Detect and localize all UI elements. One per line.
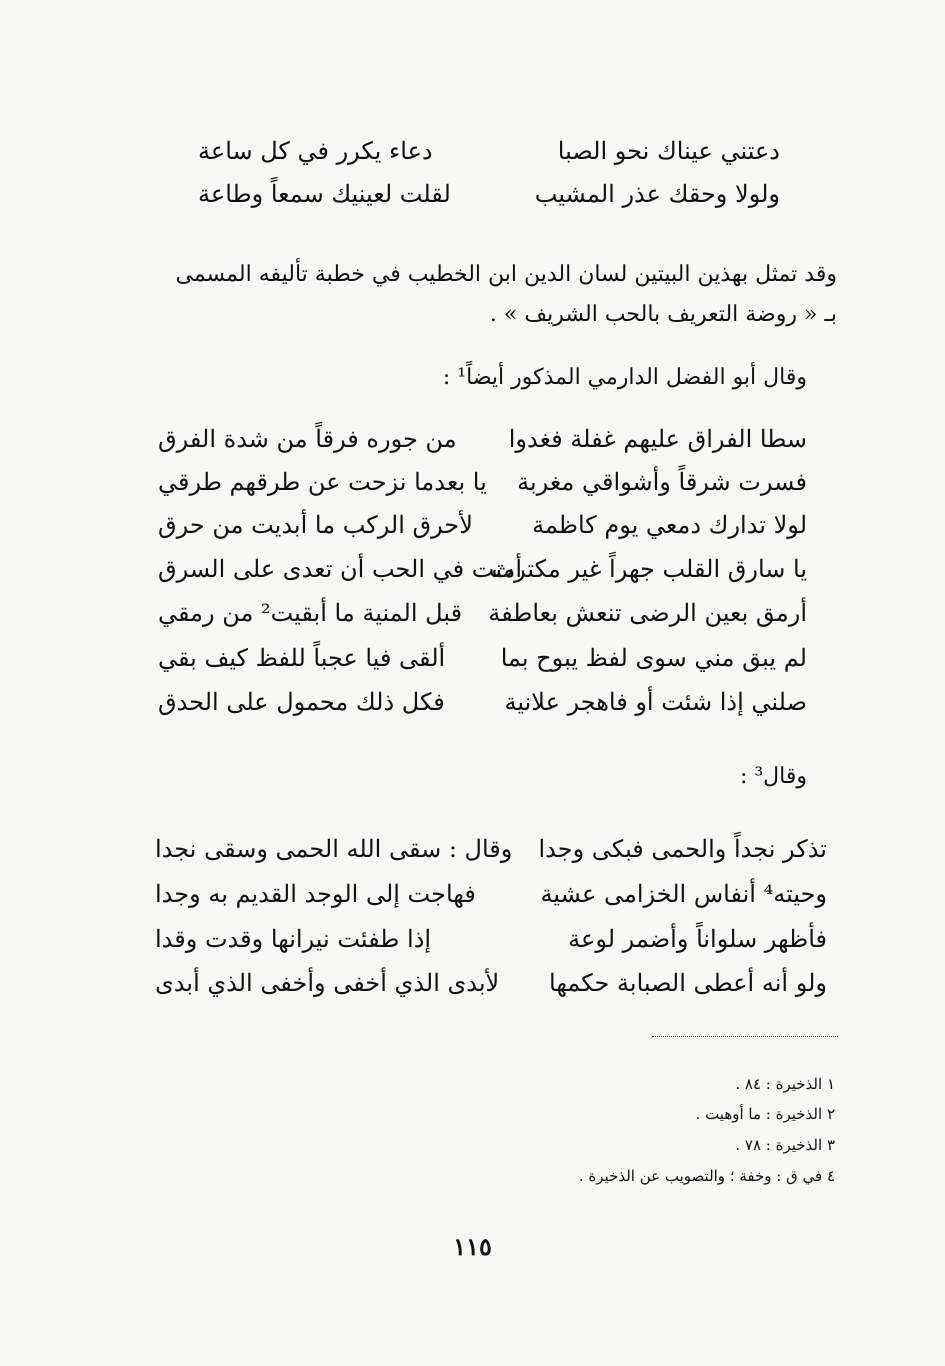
poem1-verse-6-right: لم يبق مني سوى لفظ يبوح بما	[500, 644, 807, 672]
poem2-verse-3-right: فأظهر سلواناً وأضمر لوعة	[568, 925, 827, 953]
couplet-2-second-hemistich: لقلت لعينيك سمعاً وطاعة	[198, 180, 451, 208]
footnote-4: ٤ في ق : وخفة ؛ والتصويب عن الذخيرة .	[578, 1167, 835, 1185]
footnote-1: ١ الذخيرة : ٨٤ .	[735, 1075, 835, 1093]
poem2-verse-2-left: فهاجت إلى الوجد القديم به وجدا	[155, 880, 476, 908]
prose-line-1: وقد تمثل بهذين البيتين لسان الدين ابن الخطيب في خطبة تأليفه المسمى	[175, 262, 837, 287]
poem1-verse-6-left: ألقى فيا عجباً للفظ كيف بقي	[158, 644, 446, 672]
couplet-1-first-hemistich: دعتني عيناك نحو الصبا	[557, 137, 780, 165]
poem2-verse-2-right: وحيته⁴ أنفاس الخزامى عشية	[540, 880, 827, 908]
footnote-3: ٣ الذخيرة : ٧٨ .	[735, 1136, 835, 1154]
prose-line-3: وقال أبو الفضل الدارمي المذكور أيضاً¹ :	[442, 365, 807, 390]
prose-line-2: بـ « روضة التعريف بالحب الشريف » .	[489, 302, 837, 327]
poem1-verse-4-left: أمنت في الحب أن تعدى على السرق	[158, 555, 523, 583]
poem2-verse-3-left: إذا طفئت نيرانها وقدت وقدا	[155, 925, 432, 953]
poem1-verse-5-right: أرمق بعين الرضى تنعش بعاطفة	[488, 599, 807, 627]
poem2-verse-1-right: تذكر نجداً والحمى فبكى وجدا	[538, 835, 827, 863]
footnote-2: ٢ الذخيرة : ما أوهيت .	[695, 1105, 835, 1123]
poem1-verse-1-left: من جوره فرقاً من شدة الفرق	[158, 425, 457, 453]
couplet-2-first-hemistich: ولولا وحقك عذر المشيب	[534, 180, 780, 208]
poem1-verse-7-left: فكل ذلك محمول على الحدق	[158, 688, 445, 716]
poem1-verse-1-right: سطا الفراق عليهم غفلة فغدوا	[508, 425, 807, 453]
footnote-separator	[652, 1036, 838, 1037]
page-number: ١١٥	[453, 1232, 492, 1261]
poem1-verse-2-right: فسرت شرقاً وأشواقي مغربة	[517, 468, 807, 496]
poem1-verse-5-left: قبل المنية ما أبقيت² من رمقي	[158, 599, 463, 627]
couplet-1-second-hemistich: دعاء يكرر في كل ساعة	[198, 137, 433, 165]
poem1-verse-3-right: لولا تدارك دمعي يوم كاظمة	[532, 511, 807, 539]
poem2-verse-4-right: ولو أنه أعطى الصبابة حكمها	[549, 969, 827, 997]
poem2-verse-4-left: لأبدى الذي أخفى وأخفى الذي أبدى	[155, 969, 500, 997]
poem1-verse-7-right: صلني إذا شئت أو فاهجر علانية	[504, 688, 807, 716]
said-heading: وقال³ :	[739, 764, 807, 789]
poem2-verse-1-left: وقال : سقى الله الحمى وسقى نجدا	[155, 835, 513, 863]
poem1-verse-2-left: يا بعدما نزحت عن طرقهم طرقي	[158, 468, 487, 496]
poem1-verse-3-left: لأحرق الركب ما أبديت من حرق	[158, 511, 473, 539]
poem1-verse-4-right: يا سارق القلب جهراً غير مكترث	[491, 555, 807, 583]
